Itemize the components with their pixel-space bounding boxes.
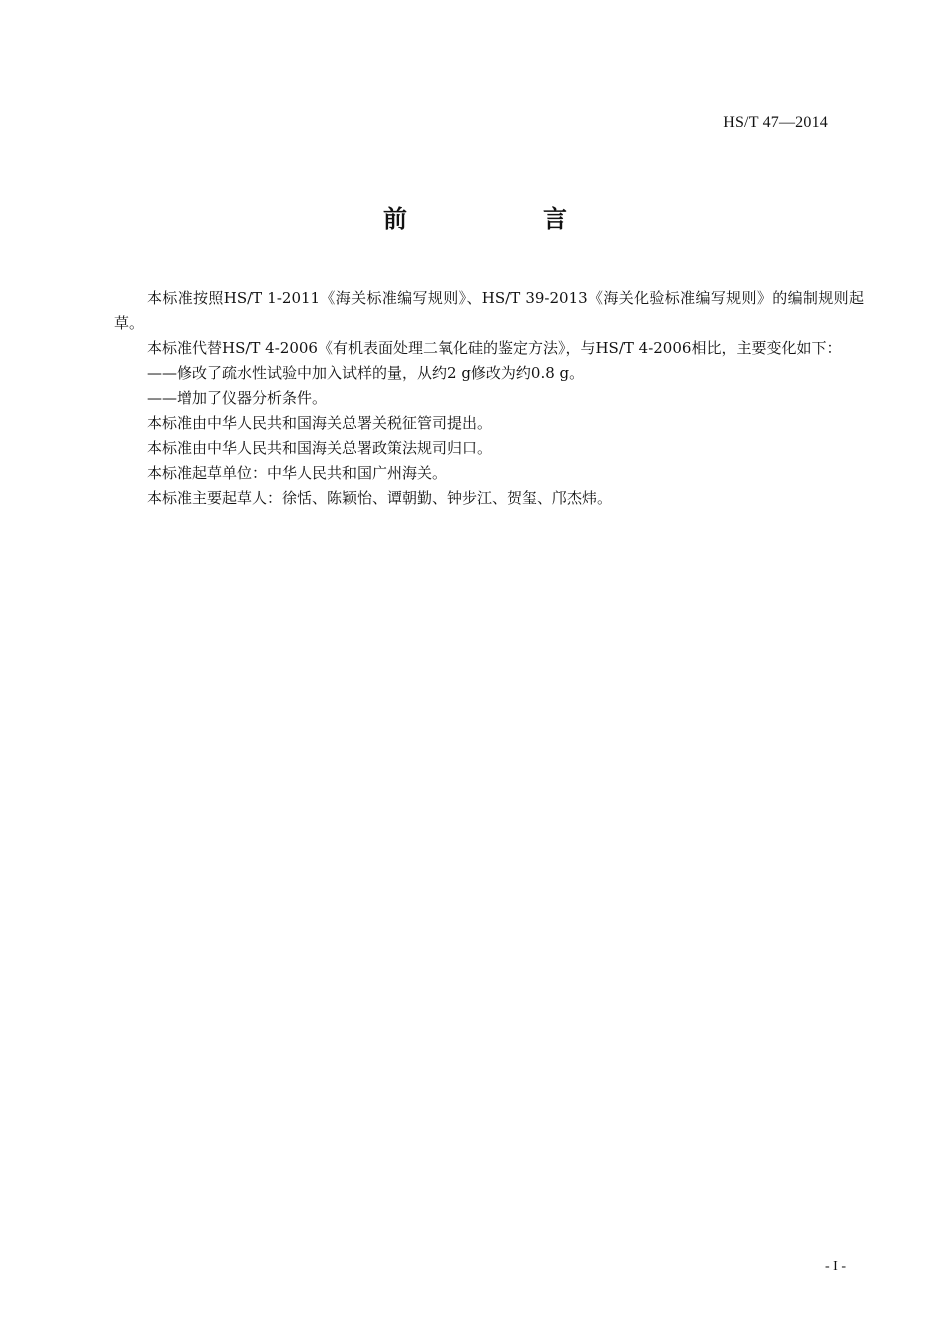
paragraph-administrator: 本标准由中华人民共和国海关总署政策法规司归口。 [147, 439, 493, 457]
page-number: - I - [825, 1259, 846, 1274]
paragraph-change-1: ——修改了疏水性试验中加入试样的量，从约2 g修改为约0.8 g。 [147, 364, 585, 382]
paragraph-change-2: ——增加了仪器分析条件。 [147, 389, 328, 407]
document-code: HS/T 47—2014 [723, 114, 828, 131]
foreword-body [114, 286, 864, 511]
page-title: 前 言 [383, 205, 623, 233]
paragraph-drafting-unit: 本标准起草单位：中华人民共和国广州海关。 [147, 464, 448, 482]
paragraph-proposer: 本标准由中华人民共和国海关总署关税征管司提出。 [147, 414, 493, 432]
paragraph-drafters: 本标准主要起草人：徐恬、陈颖怡、谭朝勤、钟步江、贺玺、邝杰炜。 [147, 489, 613, 507]
paragraph-drafting-rules: 本标准按照HS/T 1-2011《海关标准编写规则》、HS/T 39-2013《海关化验标准编写规则》的编制规则起草。 [114, 289, 864, 332]
paragraph-replacement: 本标准代替HS/T 4-2006《有机表面处理二氧化硅的鉴定方法》，与HS/T 4-2006相比，主要变化如下： [147, 339, 842, 357]
